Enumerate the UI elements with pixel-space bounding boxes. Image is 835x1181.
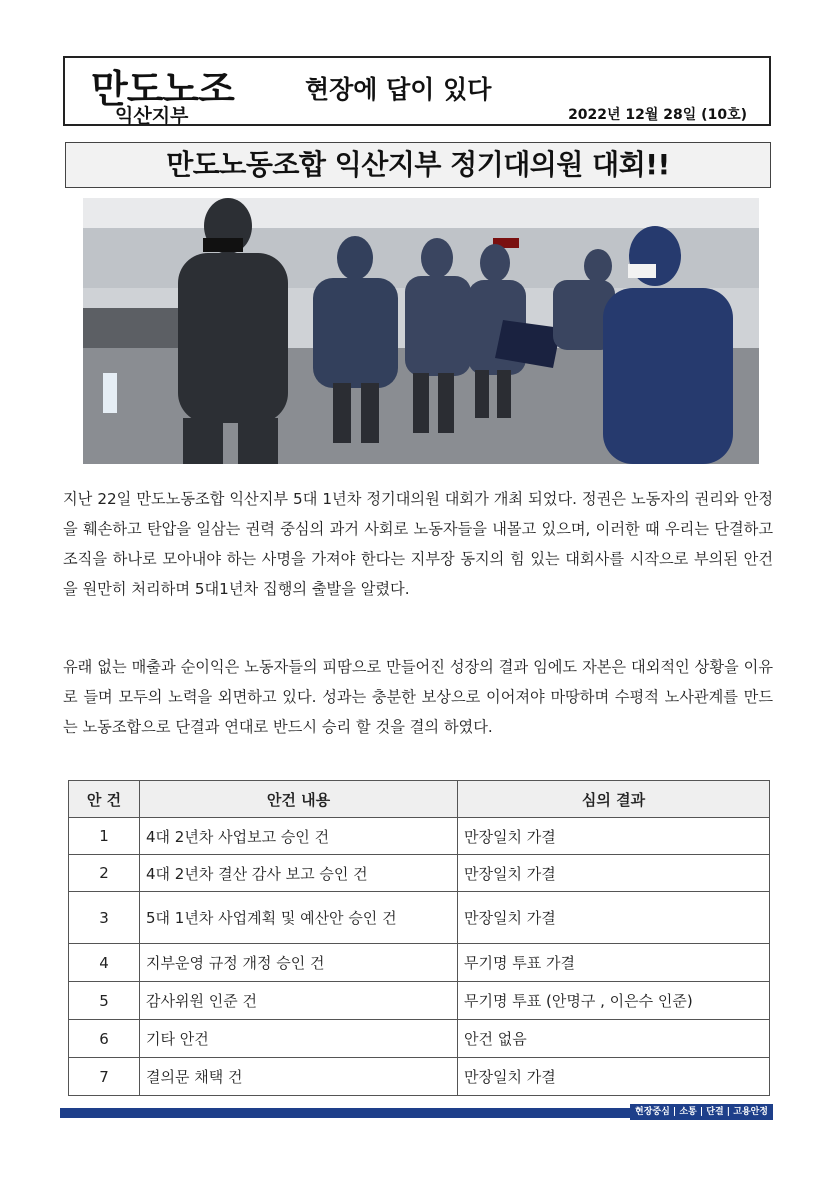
table-row [69,892,770,944]
row-no: 7 [69,1058,140,1096]
row-result: 안건 없음 [458,1020,770,1058]
row-no: 3 [69,892,140,944]
paragraph-2: 유래 없는 매출과 순이익은 노동자들의 피땀으로 만들어진 성장의 결과 임에도 자본은 대외적인 상황을 이유로 들며 모두의 노력을 외면하고 있다. 성과는 충분한 보상으로 이어져야 마땅하며 수평적 노사관계를 만드는 노동조합으로 단결과 연대로 반드시 승리 할 것을 결의 하였다. [63,658,773,736]
row-no: 5 [69,982,140,1020]
table-row [69,1058,770,1096]
row-no: 1 [69,818,140,855]
header-item: 안건 내용 [140,781,458,818]
row-item: 결의문 채택 건 [140,1058,458,1096]
paragraph-1: 지난 22일 만도노동조합 익산지부 5대 1년차 정기대의원 대회가 개최 되었다. 정권은 노동자의 권리와 안정을 훼손하고 탄압을 일삼는 권력 중심의 과거 사회로 노동자들을 내몰고 있으며, 이러한 때 우리는 단결하고 조직을 하나로 모아내야 하는 사명을 가져야 한다는 지부장 동지의 힘 있는 대회사를 시작으로 부의된 안건을 원만히 처리하며 5대1년차 집행의 출발을 알렸다. [63,490,773,598]
table-header-row [69,781,770,818]
table-row [69,818,770,855]
header-result: 심의 결과 [458,781,770,818]
issue-date: 2022년 12월 28일 (10호) [568,107,747,123]
agenda-table [68,780,770,1096]
table-row [69,855,770,892]
meeting-photo [83,198,759,464]
row-result: 무기명 투표 (안명구 , 이은수 인준) [458,982,770,1020]
row-item: 5대 1년차 사업계획 및 예산안 승인 건 [140,892,458,944]
footer-slogan: 현장중심 | 소통 | 단결 | 고용안정 [630,1104,773,1120]
header-no: 안 건 [69,781,140,818]
masthead-title: 만도노조 [91,67,234,111]
row-no: 2 [69,855,140,892]
meeting-photo-illustration [83,198,759,464]
masthead-subtitle: 익산지부 [115,105,189,127]
row-result: 만장일치 가결 [458,892,770,944]
masthead [63,56,771,126]
headline: 만도노동조합 익산지부 정기대의원 대회!! [65,142,771,188]
row-no: 4 [69,944,140,982]
row-result: 만장일치 가결 [458,1058,770,1096]
row-result: 무기명 투표 가결 [458,944,770,982]
masthead-slogan: 현장에 답이 있다 [305,75,492,104]
table-row [69,944,770,982]
table-row [69,982,770,1020]
row-result: 만장일치 가결 [458,818,770,855]
row-no: 6 [69,1020,140,1058]
row-item: 감사위원 인준 건 [140,982,458,1020]
row-item: 4대 2년차 결산 감사 보고 승인 건 [140,855,458,892]
row-item: 4대 2년차 사업보고 승인 건 [140,818,458,855]
row-result: 만장일치 가결 [458,855,770,892]
table-row [69,1020,770,1058]
row-item: 지부운영 규정 개정 승인 건 [140,944,458,982]
row-item: 기타 안건 [140,1020,458,1058]
